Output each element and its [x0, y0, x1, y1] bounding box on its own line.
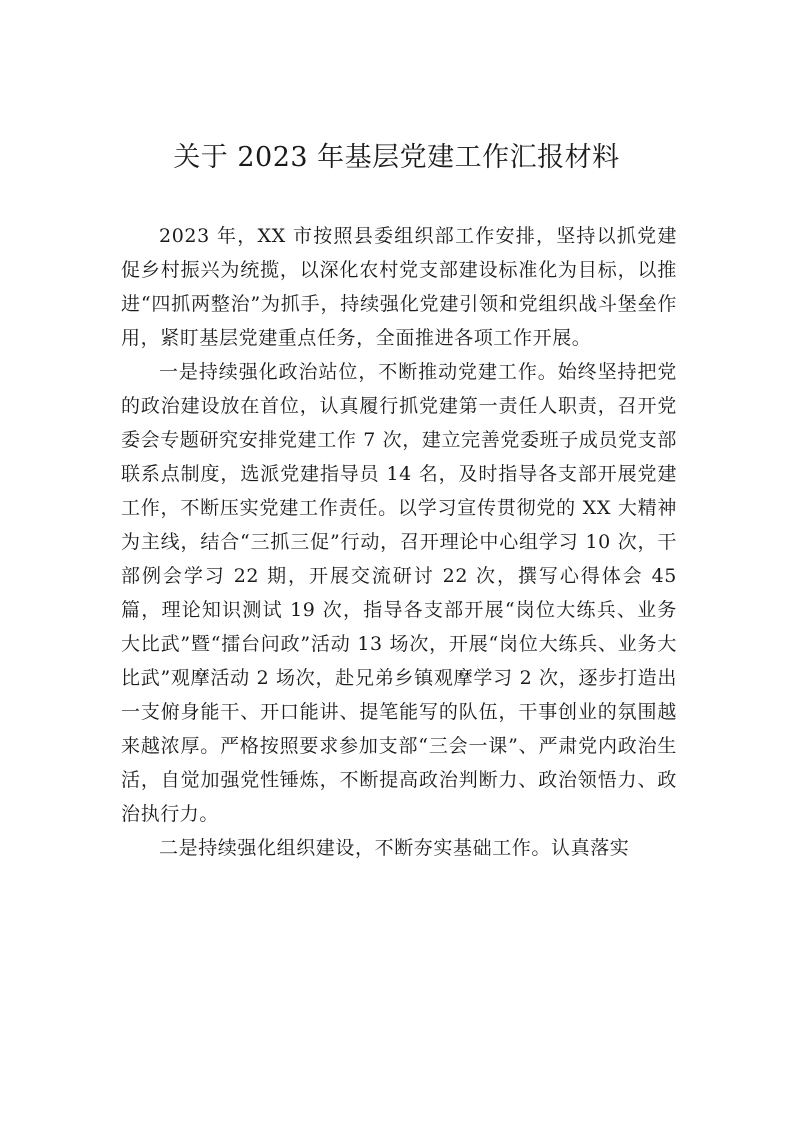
- document-body: [121, 219, 677, 865]
- paragraph-organization-building: 二是持续强化组织建设，不断夯实基础工作。认真落实: [159, 837, 630, 859]
- paragraph-political-stance: 一是持续强化政治站位，不断推动党建工作。始终坚持把党的政治建设放在首位，认真履行抓党建第一责任人职责，召开党委会专题研究安排党建工作 7 次，建立完善党委班子成员党支部联系点制度，选派党建指导员 14 名，及时指导各支部开展党建工作，不断压实党建工作责任。以学习宣传贯彻党的 XX 大精神为主线，结合“三抓三促”行动，召开理论中心组学习 10 次，干部例会学习 22 期，开展交流研讨 22 次，撰写心得体会 45 篇，理论知识测试 19 次，指导各支部开展“岗位大练兵、业务大比武”暨“擂台问政”活动 13 场次，开展“岗位大练兵、业务大比武”观摩活动 2 场次，赴兄弟乡镇观摩学习 2 次，逐步打造出一支俯身能干、开口能讲、提笔能写的队伍，干事创业的氛围越来越浓厚。严格按照要求参加支部“三会一课”、严肃党内政治生活，自觉加强党性锤炼，不断提高政治判断力、政治领悟力、政治执行力。: [121, 361, 677, 825]
- paragraph-intro: 2023 年，XX 市按照县委组织部工作安排，坚持以抓党建促乡村振兴为统揽，以深化农村党支部建设标准化为目标，以推进“四抓两整治”为抓手，持续强化党建引领和党组织战斗堡垒作用，紧盯基层党建重点任务，全面推进各项工作开展。: [121, 225, 677, 349]
- document-title: 关于 2023 年基层党建工作汇报材料: [173, 142, 620, 173]
